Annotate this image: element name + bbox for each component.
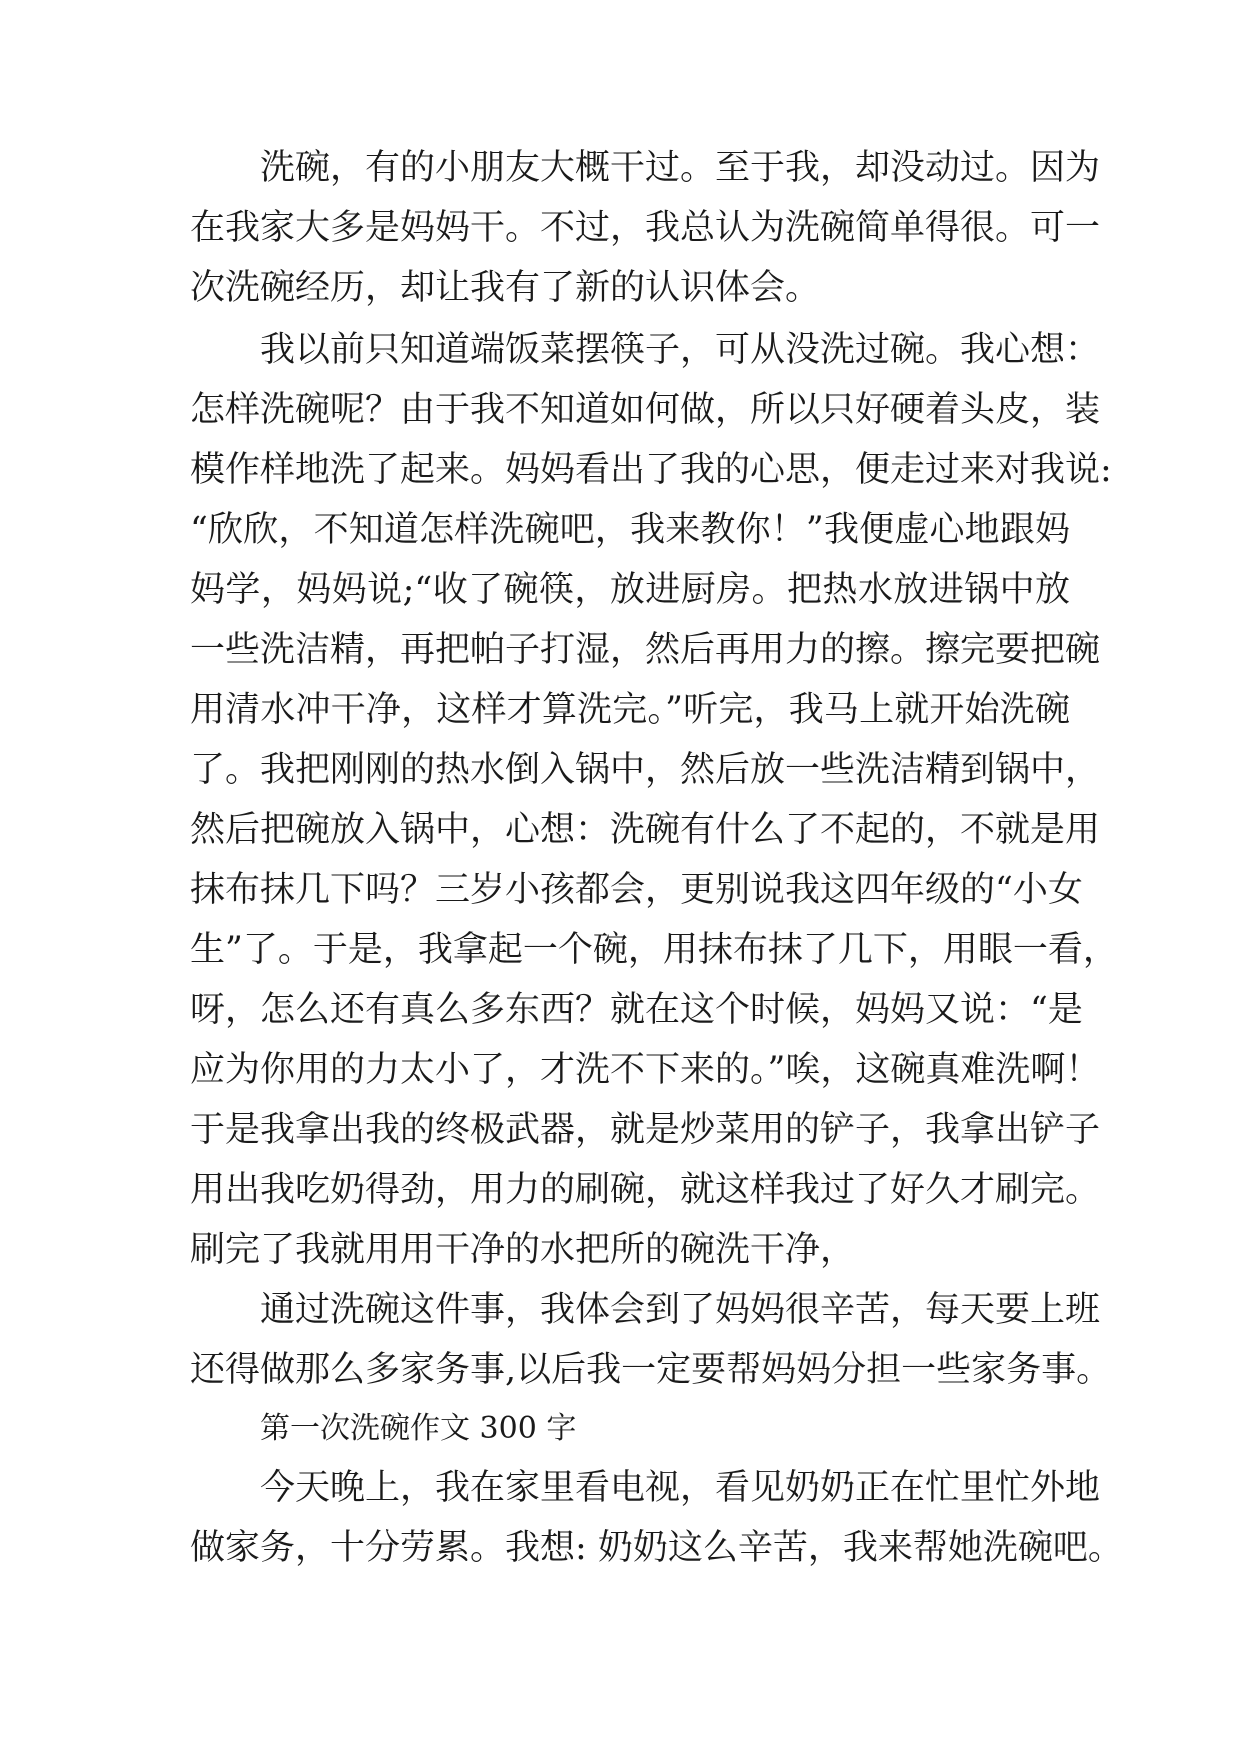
paragraph-4-line-1: 今天晚上，我在家里看电视，看见奶奶正在忙里忙外地 bbox=[260, 1468, 1101, 1508]
paragraph-2-line-10: 抹布抹几下吗？三岁小孩都会，更别说我这四年级的“小女 bbox=[190, 870, 1083, 910]
paragraph-3-line-2: 还得做那么多家务事,以后我一定要帮妈妈分担一些家务事。 bbox=[190, 1350, 1112, 1390]
essay-title: 第一次洗碗作文 300 字 bbox=[260, 1411, 577, 1446]
paragraph-2-line-16: 刷完了我就用用干净的水把所的碗洗干净， bbox=[190, 1230, 856, 1270]
paragraph-2-line-13: 应为你用的力太小了，才洗不下来的。”唉，这碗真难洗啊！ bbox=[190, 1050, 1101, 1090]
paragraph-2-line-4: “欣欣，不知道怎样洗碗吧，我来教你！”我便虚心地跟妈 bbox=[190, 510, 1070, 550]
paragraph-1-line-2: 在我家大多是妈妈干。不过，我总认为洗碗简单得很。可一 bbox=[190, 208, 1101, 248]
paragraph-2-line-2: 怎样洗碗呢？由于我不知道如何做，所以只好硬着头皮，装 bbox=[190, 390, 1101, 430]
paragraph-1-line-1: 洗碗，有的小朋友大概干过。至于我，却没动过。因为 bbox=[260, 148, 1101, 188]
paragraph-2-line-5: 妈学，妈妈说;“收了碗筷，放进厨房。把热水放进锅中放 bbox=[190, 570, 1070, 610]
paragraph-1-line-3: 次洗碗经历，却让我有了新的认识体会。 bbox=[190, 268, 821, 308]
paragraph-2-line-7: 用清水冲干净，这样才算洗完。”听完，我马上就开始洗碗 bbox=[190, 690, 1070, 730]
paragraph-2-line-15: 用出我吃奶得劲，用力的刷碗，就这样我过了好久才刷完。 bbox=[190, 1170, 1101, 1210]
paragraph-2-line-8: 了。我把刚刚的热水倒入锅中，然后放一些洗洁精到锅中， bbox=[190, 750, 1101, 790]
paragraph-2-line-9: 然后把碗放入锅中，心想：洗碗有什么了不起的，不就是用 bbox=[190, 810, 1101, 850]
paragraph-2-line-11: 生”了。于是，我拿起一个碗，用抹布抹了几下，用眼一看， bbox=[190, 930, 1118, 970]
paragraph-2-line-3: 模作样地洗了起来。妈妈看出了我的心思，便走过来对我说: bbox=[190, 450, 1112, 490]
paragraph-4-line-2: 做家务，十分劳累。我想: 奶奶这么辛苦，我来帮她洗碗吧。 bbox=[190, 1528, 1123, 1568]
paragraph-2-line-6: 一些洗洁精，再把帕子打湿，然后再用力的擦。擦完要把碗 bbox=[190, 630, 1101, 670]
paragraph-2-line-14: 于是我拿出我的终极武器，就是炒菜用的铲子，我拿出铲子 bbox=[190, 1110, 1101, 1150]
paragraph-2-line-1: 我以前只知道端饭菜摆筷子，可从没洗过碗。我心想： bbox=[260, 330, 1101, 370]
paragraph-2-line-12: 呀，怎么还有真么多东西？就在这个时候，妈妈又说：“是 bbox=[190, 990, 1083, 1030]
paragraph-3-line-1: 通过洗碗这件事，我体会到了妈妈很辛苦，每天要上班 bbox=[260, 1290, 1101, 1330]
